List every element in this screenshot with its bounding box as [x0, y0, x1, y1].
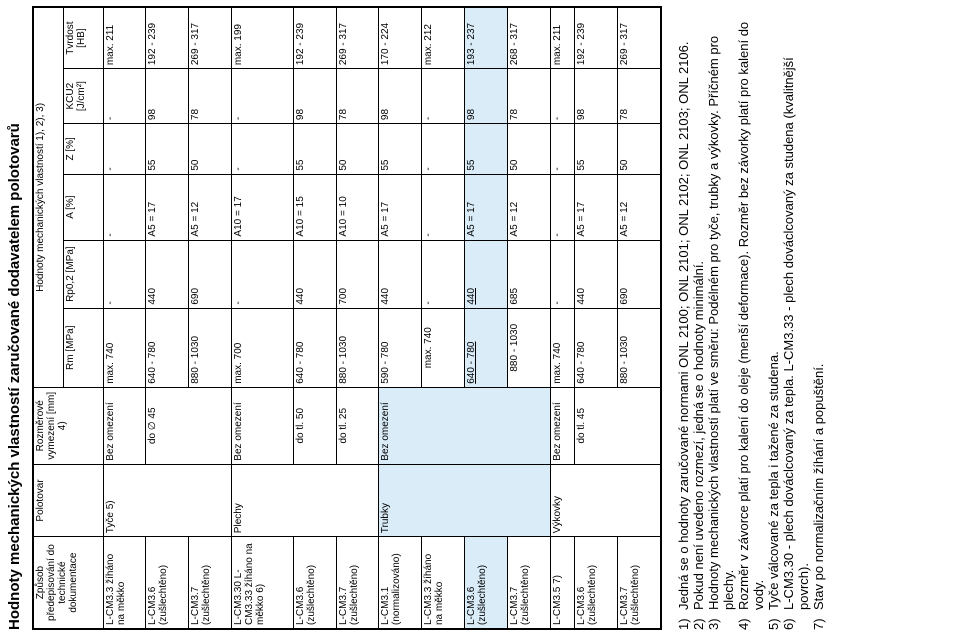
cell-polotovar: Plechy — [232, 464, 379, 537]
cell-kcu: - — [550, 69, 574, 124]
footnote — [766, 10, 781, 630]
cell-hb: 269 - 317 — [189, 7, 232, 69]
footnote-text: Pokud není uvedeno rozmezí, jedná se o hodnoty minimální. — [691, 260, 706, 610]
footnote — [691, 10, 706, 630]
cell-rm: 640 - 780 — [574, 308, 617, 387]
cell-rp: 690 — [617, 240, 661, 308]
page-title: Hodnoty mechanických vlastností zaručované dodavatelem polotovarů — [6, 123, 23, 630]
cell-z: 55 — [574, 124, 617, 175]
cell-hb: max. 211 — [550, 7, 574, 69]
footnote-text: Tyče válcované za tepla i tažené za studena. — [766, 351, 781, 610]
cell-zpusob: L-CM3.6 (zušlechtěno) — [574, 537, 617, 629]
footnote-number: 1) — [676, 618, 691, 630]
cell-z: 55 — [146, 124, 189, 175]
cell-a: - — [422, 174, 465, 240]
footnote-text: Jedná se o hodnoty zaručované normami ONL 2100; ONL 2101; ONL 2102; ONL 2103; ONL 2106. — [676, 41, 691, 610]
cell-hb: max. 199 — [232, 7, 294, 69]
cell-z: - — [422, 124, 465, 175]
cell-rm: 880 - 1030 — [189, 308, 232, 387]
cell-zpusob: L-CM3.5 7) — [550, 537, 574, 629]
header-polotovar: Polotovar — [33, 464, 103, 537]
cell-kcu: 78 — [189, 69, 232, 124]
cell-rozmer: Bez omezení — [103, 387, 146, 464]
cell-hb: 193 - 237 — [465, 7, 508, 69]
footnote-number: 2) — [691, 618, 706, 630]
header-a: A [%] — [63, 174, 103, 240]
footnote-number: 6) — [781, 618, 796, 630]
cell-kcu: 98 — [146, 69, 189, 124]
footnote — [676, 10, 691, 630]
header-tvrdost: Tvrdost [HB] — [63, 7, 103, 69]
cell-rm: max. 700 — [232, 308, 294, 387]
cell-rm: max. 740 — [103, 308, 146, 387]
footnote — [811, 10, 826, 630]
cell-kcu: 98 — [574, 69, 617, 124]
cell-kcu: - — [103, 69, 146, 124]
cell-zpusob: L-CM3.7 (zušlechtěno) — [189, 537, 232, 629]
cell-rozmer: do ∅ 45 — [146, 387, 232, 464]
cell-rp: - — [422, 240, 465, 308]
cell-hb: max. 211 — [103, 7, 146, 69]
cell-rp: 440 — [146, 240, 189, 308]
cell-a: A10 = 15 — [293, 174, 336, 240]
cell-rm: max. 740 — [550, 308, 574, 387]
cell-zpusob: L-CM3.6 (zušlechtěno) — [146, 537, 189, 629]
header-rp: Rp0,2 [MPa] — [63, 240, 103, 308]
cell-a: A5 = 17 — [574, 174, 617, 240]
cell-rp: 440 — [293, 240, 336, 308]
footnotes — [676, 10, 826, 630]
cell-hb: 269 - 317 — [336, 7, 379, 69]
cell-a: A5 = 12 — [617, 174, 661, 240]
cell-rm: 880 - 1030 — [336, 308, 379, 387]
cell-rm: 590 - 780 — [379, 308, 422, 387]
cell-kcu: - — [422, 69, 465, 124]
cell-hb: 269 - 317 — [617, 7, 661, 69]
cell-a: A5 = 17 — [146, 174, 189, 240]
cell-rp: 685 — [507, 240, 550, 308]
cell-zpusob: L-CM3.6 (zušlechtěno) — [293, 537, 336, 629]
cell-z: 55 — [465, 124, 508, 175]
footnote-number: 5) — [766, 618, 781, 630]
cell-kcu: 98 — [293, 69, 336, 124]
table-row — [103, 7, 146, 629]
footnote — [736, 10, 766, 630]
cell-a: - — [550, 174, 574, 240]
cell-rozmer: Bez omezení — [232, 387, 294, 464]
cell-rp-value: 440 — [466, 287, 478, 305]
cell-polotovar: Trubky — [379, 464, 550, 537]
cell-rp: 440 — [379, 240, 422, 308]
cell-rm: 640 - 780 — [146, 308, 189, 387]
cell-polotovar: Výkovky — [550, 464, 661, 537]
cell-a: - — [103, 174, 146, 240]
cell-rm: 640 - 780 — [293, 308, 336, 387]
cell-rozmer: do tl. 50 — [293, 387, 336, 464]
cell-rm: max. 740 — [422, 308, 465, 387]
footnote — [706, 10, 736, 630]
cell-zpusob: L-CM3.30 L-CM3.33 žíháno na měkko 6) — [232, 537, 294, 629]
cell-rm — [465, 308, 508, 387]
cell-rp: 690 — [189, 240, 232, 308]
cell-a: A5 = 12 — [507, 174, 550, 240]
cell-rp: - — [550, 240, 574, 308]
cell-z: 55 — [379, 124, 422, 175]
cell-zpusob: L-CM3.3 žíháno na měkko — [103, 537, 146, 629]
cell-zpusob: L-CM3.7 (zušlechtěno) — [507, 537, 550, 629]
properties-table — [32, 6, 662, 630]
cell-polotovar: Tyče 5) — [103, 464, 232, 537]
footnote-text: L-CM3.30 - plech dováclcovaný za tepla. L-CM3.33 - plech dováclcovaný za studena (kvalitnější povrch). — [781, 57, 811, 610]
cell-z: 50 — [336, 124, 379, 175]
footnote-text: Hodnoty mechanických vlastností platí ve směru: Podélném pro tyče, trubky a výkovky. Příčném pro plechy. — [706, 35, 736, 610]
cell-rm: 880 - 1030 — [507, 308, 550, 387]
cell-rozmer: do tl. 45 — [574, 387, 661, 464]
cell-rp: 440 — [574, 240, 617, 308]
cell-rp: 700 — [336, 240, 379, 308]
table-row — [379, 7, 422, 629]
header-z: Z [%] — [63, 124, 103, 175]
cell-zpusob: L-CM3.7 (zušlechtěno) — [617, 537, 661, 629]
table-row — [550, 7, 574, 629]
cell-z: - — [232, 124, 294, 175]
footnote-text: Stav po normalizačním žíhání a popuštění. — [811, 363, 826, 610]
cell-hb: max. 212 — [422, 7, 465, 69]
cell-rp: - — [232, 240, 294, 308]
footnote — [781, 10, 811, 630]
footnote-number: 3) — [706, 618, 721, 630]
header-rozmer: Rozměrové vymezení [mm] 4) — [33, 387, 103, 464]
cell-zpusob: L-CM3.6 (zušlechtěno) — [465, 537, 508, 629]
cell-z: 55 — [293, 124, 336, 175]
footnote-number: 7) — [811, 618, 826, 630]
header-hodnoty: Hodnoty mechanických vlastností 1), 2), 3) — [33, 7, 63, 387]
cell-z: 50 — [617, 124, 661, 175]
cell-a: A5 = 12 — [189, 174, 232, 240]
cell-rp: - — [103, 240, 146, 308]
cell-zpusob: L-CM3.7 (zušlechtěno) — [336, 537, 379, 629]
cell-a: A5 = 17 — [379, 174, 422, 240]
cell-rp — [465, 240, 508, 308]
cell-hb: 192 - 239 — [574, 7, 617, 69]
table-row — [232, 7, 294, 629]
cell-a: A10 = 17 — [232, 174, 294, 240]
cell-kcu: - — [232, 69, 294, 124]
header-kcu: KCU2 [J/cm²] — [63, 69, 103, 124]
cell-kcu: 98 — [379, 69, 422, 124]
cell-rozmer: Bez omezení — [379, 387, 550, 464]
cell-hb: 192 - 239 — [146, 7, 189, 69]
cell-rm: 880 - 1030 — [617, 308, 661, 387]
cell-hb: 170 - 224 — [379, 7, 422, 69]
cell-zpusob: L-CM3.3 žíháno na měkko — [422, 537, 465, 629]
cell-kcu: 78 — [336, 69, 379, 124]
cell-zpusob: L-CM3.1 (normalizováno) — [379, 537, 422, 629]
cell-kcu: 98 — [465, 69, 508, 124]
cell-a: A5 = 17 — [465, 174, 508, 240]
cell-hb: 268 - 317 — [507, 7, 550, 69]
cell-hb: 192 - 239 — [293, 7, 336, 69]
cell-z: - — [550, 124, 574, 175]
cell-rm-value: 640 - 780 — [466, 341, 478, 384]
cell-kcu: 78 — [507, 69, 550, 124]
cell-z: - — [103, 124, 146, 175]
cell-a: A10 = 10 — [336, 174, 379, 240]
footnote-number: 4) — [736, 618, 751, 630]
cell-z: 50 — [189, 124, 232, 175]
footnote-text: Rozměr v závorce platí pro kalení do oleje (menší deformace). Rozměr bez závorky platí pro kalení do vody. — [736, 21, 766, 610]
cell-kcu: 78 — [617, 69, 661, 124]
header-rm: Rm [MPa] — [63, 308, 103, 387]
cell-rozmer: do tl. 25 — [336, 387, 379, 464]
cell-rozmer: Bez omezení — [550, 387, 574, 464]
cell-z: 50 — [507, 124, 550, 175]
header-zpusob: Způsob předepisování do technické dokumentace — [33, 537, 103, 629]
